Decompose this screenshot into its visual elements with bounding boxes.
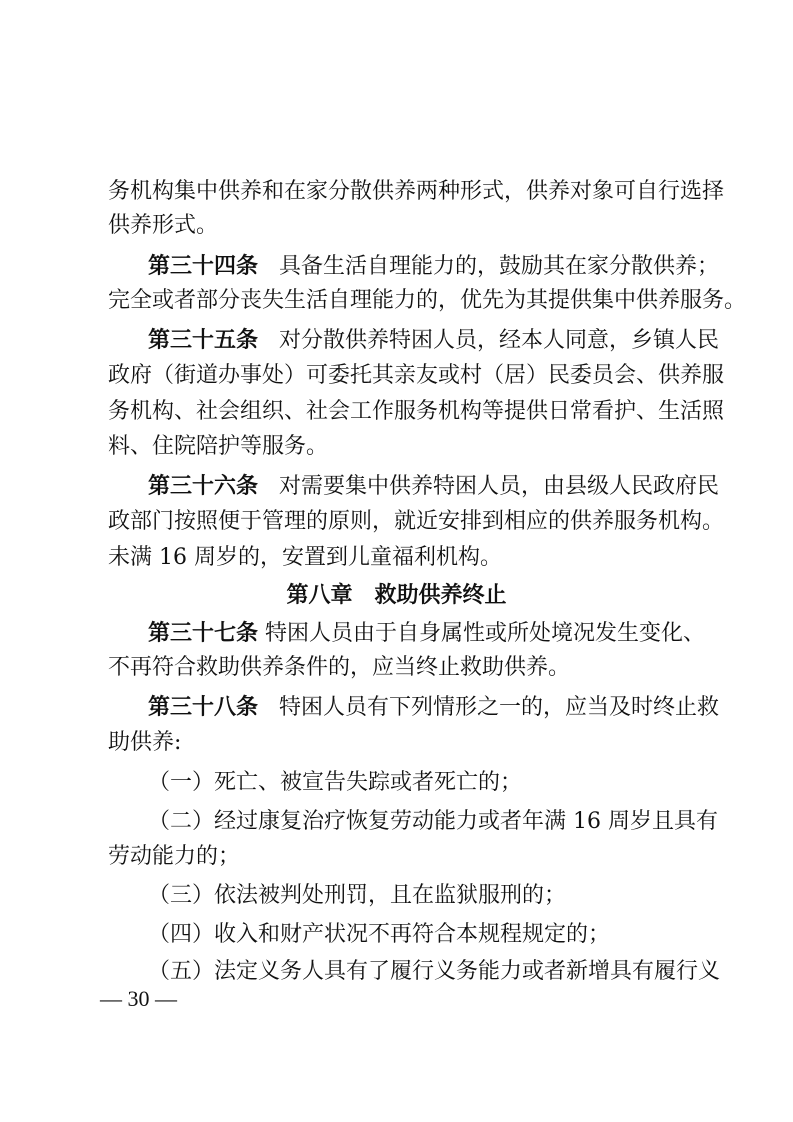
paragraph-line: 政府（街道办事处）可委托其亲友或村（居）民委员会、供养服 xyxy=(108,363,725,388)
article-text: 特困人员由于自身属性或所处境况发生变化、 xyxy=(265,621,706,646)
article-label: 第三十七条 xyxy=(148,621,259,646)
article-label: 第三十五条 xyxy=(148,328,259,353)
paragraph-line: 助供养: xyxy=(108,730,182,755)
paragraph-line: 供养形式。 xyxy=(108,213,219,238)
article-text: 特困人员有下列情形之一的，应当及时终止救 xyxy=(279,695,720,720)
list-item: （一）死亡、被宣告失踪或者死亡的； xyxy=(148,770,523,795)
article-34 xyxy=(148,253,793,281)
page-number: — 30 — xyxy=(100,986,177,1011)
paragraph-line: 劳动能力的； xyxy=(108,844,241,869)
article-37 xyxy=(148,620,793,648)
article-text: 对需要集中供养特困人员，由县级人民政府民 xyxy=(279,474,720,499)
article-text: 具备生活自理能力的，鼓励其在家分散供养； xyxy=(279,254,720,279)
list-item: （二）经过康复治疗恢复劳动能力或者年满 16 周岁且具有 xyxy=(148,809,718,834)
paragraph-line: 料、住院陪护等服务。 xyxy=(108,434,329,459)
article-36 xyxy=(148,473,793,501)
article-text: 对分散供养特困人员，经本人同意，乡镇人民 xyxy=(279,328,720,353)
paragraph-line: 不再符合救助供养条件的，应当终止救助供养。 xyxy=(108,655,571,680)
paragraph-line: 务机构、社会组织、社会工作服务机构等提供日常看护、生活照 xyxy=(108,399,725,424)
list-item: （四）收入和财产状况不再符合本规程规定的； xyxy=(148,922,611,947)
article-label: 第三十四条 xyxy=(148,254,259,279)
chapter-heading: 第八章 救助供养终止 xyxy=(286,583,507,608)
article-38 xyxy=(148,694,793,722)
paragraph-line: 政部门按照便于管理的原则，就近安排到相应的供养服务机构。 xyxy=(108,509,725,534)
article-label: 第三十八条 xyxy=(148,695,259,720)
article-35 xyxy=(148,327,793,355)
article-label: 第三十六条 xyxy=(148,474,259,499)
list-item: （五）法定义务人具有了履行义务能力或者新增具有履行义 xyxy=(148,959,721,984)
paragraph-line: 完全或者部分丧失生活自理能力的，优先为其提供集中供养服务。 xyxy=(108,288,747,313)
paragraph-line: 务机构集中供养和在家分散供养两种形式，供养对象可自行选择 xyxy=(108,179,725,204)
list-item: （三）依法被判处刑罚，且在监狱服刑的； xyxy=(148,883,567,908)
paragraph-line: 未满 16 周岁的，安置到儿童福利机构。 xyxy=(108,545,502,570)
